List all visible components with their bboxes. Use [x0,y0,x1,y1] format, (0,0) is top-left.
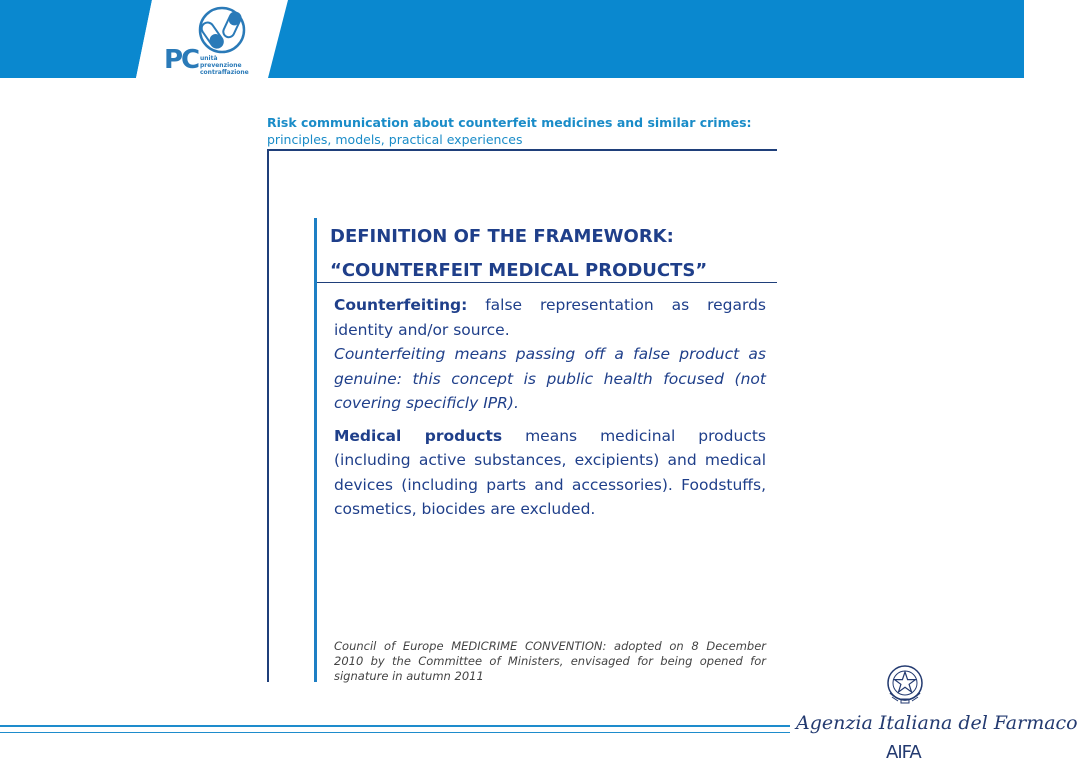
pc-logo-subtitle-line: prevenzione [200,62,242,69]
definition-counterfeiting-text: false representation as regards identity and/or source. [334,296,766,339]
agency-logo: AIFA [886,742,921,763]
presentation-title: Risk communication about counterfeit medicines and similar crimes: [267,115,752,130]
presentation-subtitle: principles, models, practical experiences [267,132,523,147]
pc-logo-subtitle-line: unità [200,55,218,62]
slide-body [334,293,766,522]
header-divider [267,149,777,151]
left-border-line [267,151,269,682]
slide-heading-line2: “COUNTERFEIT MEDICAL PRODUCTS” [330,260,708,281]
pc-logo [160,4,256,76]
pc-logo-subtitle [200,55,249,76]
content-accent-line [314,218,317,682]
counterfeiting-explanation: Counterfeiting means passing off a false product as genuine: this concept is public health focused (not covering specificly IPR). [334,345,766,412]
agency-name: Agenzia Italiana del Farmaco [796,712,1078,734]
pc-logo-subtitle-line: contraffazione [200,69,249,76]
heading-divider [317,282,777,283]
banner-shape [0,0,1024,78]
term-counterfeiting: Counterfeiting: [334,296,468,314]
term-medical-products: Medical products [334,426,503,445]
footer-rule [0,725,790,727]
definition-medical-products-text: means medicinal products (including active substances, excipients) and medical devices (including parts and accessories). Foodstuffs, cosmetics, biocides are excluded. [334,426,766,518]
footer-rule-thin [0,732,790,733]
definition-medical-products [334,424,766,522]
slide-heading [330,220,770,288]
italian-republic-emblem-icon [884,663,926,707]
definition-counterfeiting [334,293,766,416]
top-banner [0,0,1024,78]
slide-heading-line1: DEFINITION OF THE FRAMEWORK: [330,226,674,247]
pc-logo-letters: PC [164,45,199,75]
source-footnote: Council of Europe MEDICRIME CONVENTION: adopted on 8 December 2010 by the Committee of Ministers, envisaged for being opened for signature in autumn 2011 [334,639,766,683]
